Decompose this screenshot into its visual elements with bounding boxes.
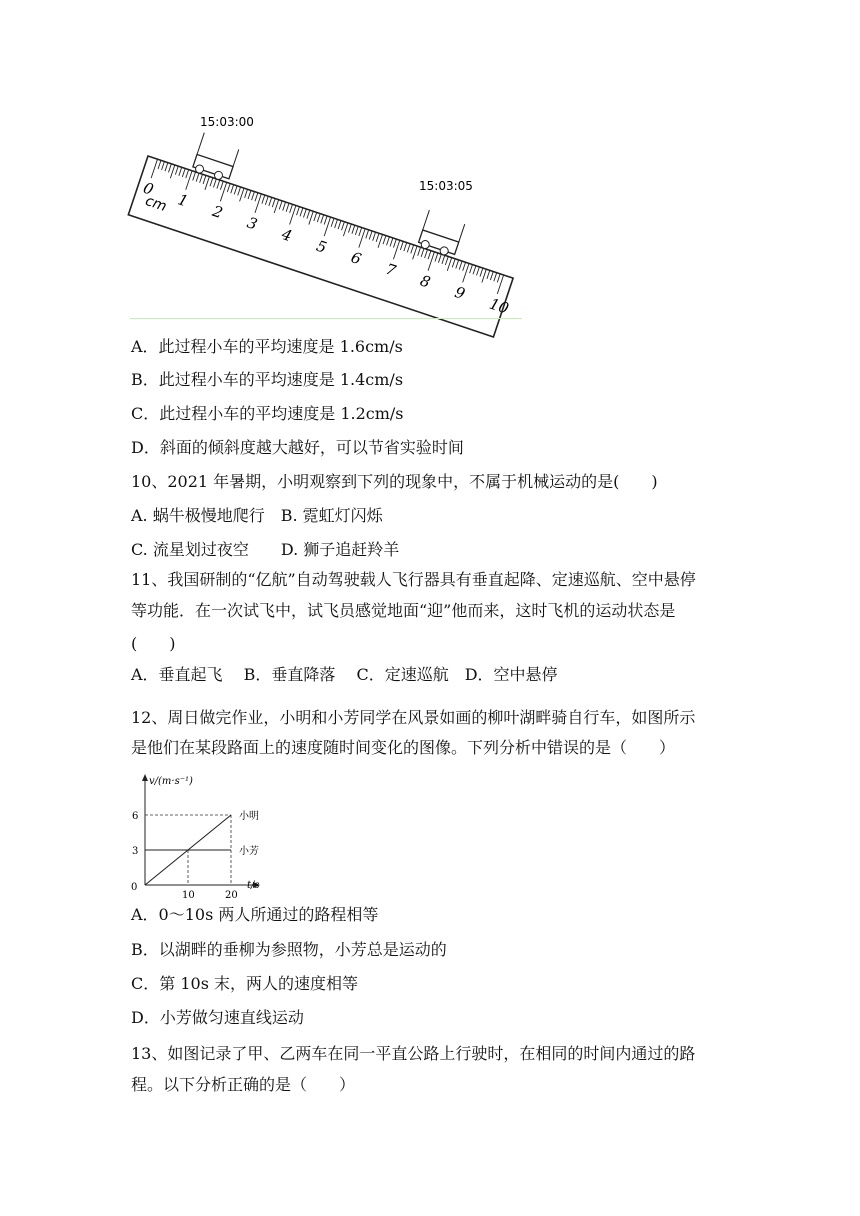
y-tick-label: 3 bbox=[132, 846, 139, 857]
q9-option-c: C．此过程小车的平均速度是 1.2cm/s bbox=[131, 404, 404, 423]
q9-option-b: B．此过程小车的平均速度是 1.4cm/s bbox=[131, 370, 404, 389]
q11-stem-line3: ( ) bbox=[131, 634, 176, 653]
q10-options-row2: C. 流星划过夜空 D. 狮子追赶羚羊 bbox=[131, 540, 400, 559]
time-start-label: 15:03:00 bbox=[200, 115, 254, 129]
time-end-label: 15:03:05 bbox=[419, 179, 473, 193]
ruler-tick-label: 9 bbox=[452, 283, 468, 304]
ruler-tick-label: 3 bbox=[244, 213, 260, 234]
ruler-tick-label: 0 bbox=[140, 178, 156, 199]
x-tick-label: 10 bbox=[182, 890, 195, 901]
q12-stem-line2: 是他们在某段路面上的速度随时间变化的图像。下列分析中错误的是（ ） bbox=[131, 738, 676, 757]
ruler-tick-label: 2 bbox=[210, 201, 225, 223]
ruler-tick-label: 10 bbox=[487, 294, 511, 318]
ruler-tick-label: 6 bbox=[348, 248, 364, 269]
q12-option-c: C．第 10s 末，两人的速度相等 bbox=[131, 974, 358, 993]
q9-option-d: D．斜面的倾斜度越大越好，可以节省实验时间 bbox=[131, 438, 464, 457]
y-axis-label: v/(m·s⁻¹) bbox=[149, 776, 193, 787]
chart-series bbox=[145, 815, 231, 885]
q10-stem: 10、2021 年暑期，小明观察到下列的现象中，不属于机械运动的是( ) bbox=[131, 472, 658, 491]
velocity-time-chart bbox=[124, 770, 284, 901]
ruler-incline-figure bbox=[128, 106, 528, 318]
chart-labels bbox=[131, 776, 260, 901]
series-label: 小明 bbox=[239, 811, 259, 822]
q12-stem-line1: 12、周日做完作业，小明和小芳同学在风景如画的柳叶湖畔骑自行车，如图所示 bbox=[131, 708, 696, 727]
q13-stem-line1: 13、如图记录了甲、乙两车在同一平直公路上行驶时，在相同的时间内通过的路 bbox=[131, 1044, 696, 1063]
q10-options-row1: A. 蜗牛极慢地爬行 B. 霓虹灯闪烁 bbox=[131, 506, 383, 525]
origin-label: 0 bbox=[131, 882, 138, 893]
q13-stem-line2: 程。以下分析正确的是（ ） bbox=[131, 1075, 356, 1094]
ruler-unit: cm bbox=[143, 192, 169, 215]
q12-option-a: A．0～10s 两人所通过的路程相等 bbox=[131, 905, 379, 924]
y-tick-label: 6 bbox=[132, 811, 139, 822]
x-axis-label: t/s bbox=[247, 880, 260, 891]
q11-stem-line1: 11、我国研制的“亿航”自动驾驶载人飞行器具有垂直起降、定速巡航、空中悬停 bbox=[131, 570, 696, 589]
q9-option-a: A．此过程小车的平均速度是 1.6cm/s bbox=[131, 337, 403, 356]
y-axis-arrow bbox=[142, 774, 148, 781]
q11-options: A．垂直起飞 B．垂直降落 C．定速巡航 D．空中悬停 bbox=[131, 665, 558, 684]
ruler-tick-label: 8 bbox=[417, 271, 433, 292]
q12-option-d: D．小芳做匀速直线运动 bbox=[131, 1008, 304, 1027]
ruler-tick-label: 7 bbox=[383, 259, 399, 280]
q11-stem-line2: 等功能．在一次试飞中，试飞员感觉地面“迎”他而来，这时飞机的运动状态是 bbox=[131, 601, 676, 620]
ruler-tick-label: 4 bbox=[279, 225, 295, 246]
series-label: 小芳 bbox=[239, 846, 259, 857]
ruler-tick-label: 1 bbox=[175, 190, 191, 211]
chart-axes bbox=[142, 774, 260, 888]
q12-option-b: B．以湖畔的垂柳为参照物，小芳总是运动的 bbox=[131, 940, 447, 959]
ruler-tick-label: 5 bbox=[314, 236, 329, 257]
figure-separator bbox=[130, 318, 522, 319]
x-tick-label: 20 bbox=[225, 890, 238, 901]
